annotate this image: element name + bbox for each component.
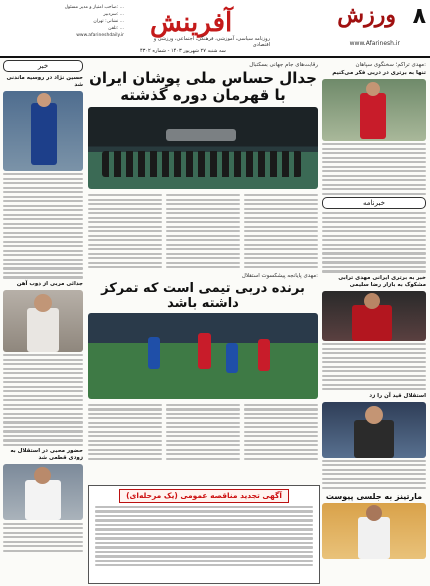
tender-advertisement (88, 485, 320, 584)
player-photo (322, 503, 426, 559)
article-text (322, 143, 426, 195)
center-column (88, 60, 318, 582)
player-photo (322, 402, 426, 458)
story-title: حسین نژاد در روسیه ماندنی شد (6, 75, 83, 88)
kicker: رقابت‌های جام جهانی بسکتبال (249, 62, 318, 68)
story-title: جدائی مربی از ذوب آهن (16, 280, 83, 287)
info-line: نشانی: تهران ... (93, 19, 124, 24)
info-line: صاحب امتیاز و مدیر مسئول: ... (64, 5, 124, 10)
dateline: سه شنبه ۲۷ شهریور ۱۴۰۳ - شماره ۴۳۰۲ (140, 48, 226, 54)
basketball-team-photo (88, 107, 318, 189)
story-title: حضور محبی در استقلال به زودی قطعی شد (10, 448, 83, 462)
tagline: روزنامه سیاسی، آموزشی، فرهنگی، اجتماعی، ورزشی و اقتصادی (153, 36, 270, 48)
story-title: مارتینز به جلسی پیوست (325, 491, 423, 501)
section-tab: خبر (3, 60, 83, 72)
player-photo (322, 79, 426, 141)
article-text (88, 192, 318, 271)
player-photo (3, 464, 83, 520)
info-line: سردبیر: ... (103, 12, 124, 17)
info-line: www.afarineshdaily.ir (76, 33, 124, 38)
coach-photo (3, 290, 83, 352)
article-text (3, 354, 83, 446)
story-title: خبر به برتری ایرانی مهدی ترابی مشکوک به بازار رضا سلیمی (338, 274, 426, 288)
kicker: مهدی پایانجه پیشکسوت استقلال: (241, 272, 318, 279)
newspaper-logo: آفرینش (150, 8, 233, 38)
article-text (88, 402, 318, 463)
article-text (322, 343, 426, 390)
story-title: استقلال قید آن را زد (369, 392, 426, 399)
article-text (322, 460, 426, 489)
article-text (3, 523, 83, 552)
ad-title: آگهی تجدید مناقصه عمومی (یک مرحله‌ای) (119, 489, 289, 503)
player-photo (322, 291, 426, 341)
ad-text (89, 506, 319, 566)
section-tab: خبرنامه (322, 197, 426, 209)
page-number: ۸ (412, 4, 426, 29)
story-title: تنها به برتری در دربی فکر می‌کنیم (332, 70, 426, 76)
section-title: ورزش (337, 2, 396, 28)
masthead (0, 0, 430, 58)
article-text (322, 212, 426, 272)
headline: برنده دربی تیمی است که تمرکز داشته باشد (101, 280, 305, 311)
football-match-photo (88, 313, 318, 399)
website[interactable]: www.Afarinesh.ir (349, 40, 400, 47)
player-photo (3, 91, 83, 171)
publication-info (4, 4, 124, 39)
article-text (3, 173, 83, 278)
kicker: مهدی تراکم؛ سخنگوی سپاهان: (355, 62, 426, 68)
headline: جدال حساس ملی پوشان ایران با قهرمان دوره گذشته (89, 69, 317, 104)
info-line: تلفن: ... (108, 26, 124, 31)
right-column (322, 60, 426, 582)
left-column (3, 60, 83, 582)
